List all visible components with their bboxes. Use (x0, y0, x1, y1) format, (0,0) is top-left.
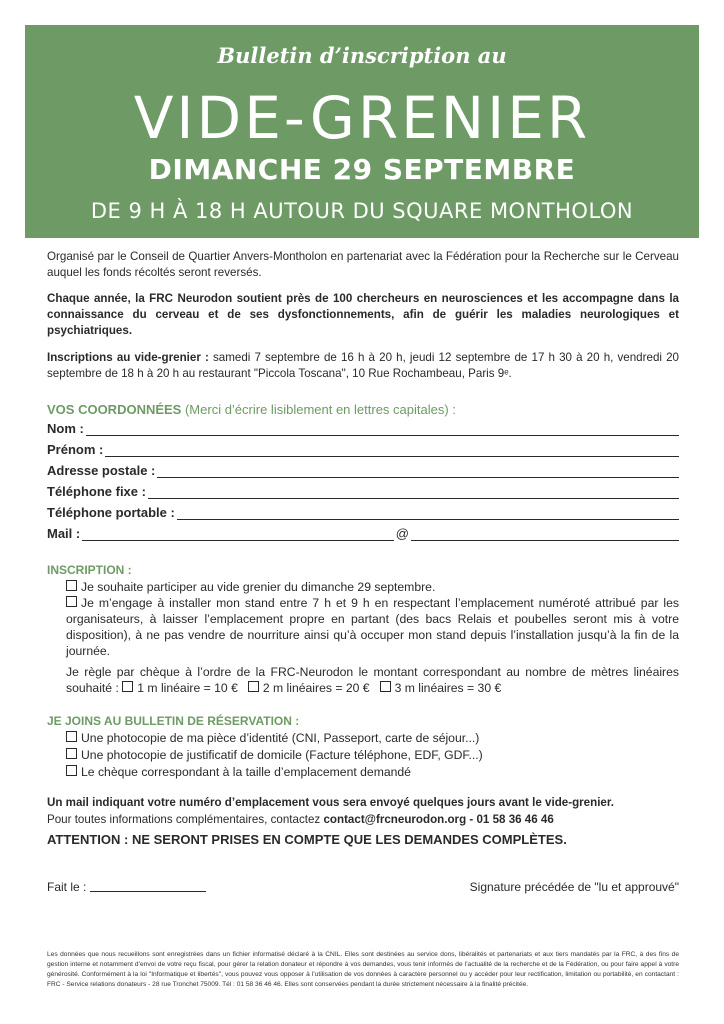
joins-item-domicile[interactable] (66, 747, 679, 763)
mail-notice: Un mail indiquant votre numéro d’emplacement vous sera envoyé quelques jours avant le vide-grenier. (47, 796, 614, 809)
fait-le[interactable] (47, 880, 206, 894)
intro-frc: Chaque année, la FRC Neurodon soutient près de 100 chercheurs en neurosciences et les accompagne dans la connaissance du cerveau et de ses dysfonctionnements, afin de guérir les maladies neurologiques et psychiatriques. (47, 292, 679, 337)
nom-line[interactable] (86, 423, 679, 436)
joins-title: JE JOINS AU BULLETIN DE RÉSERVATION : (47, 714, 300, 728)
header-hours: DE 9 H À 18 H AUTOUR DU SQUARE MONTHOLON (90, 199, 634, 223)
contact-phone: - 01 58 36 46 46 (466, 813, 554, 826)
tel-portable-line[interactable] (177, 507, 679, 520)
checkbox[interactable] (122, 681, 133, 692)
fait-le-line[interactable] (90, 880, 206, 892)
coordonnees-title (47, 402, 456, 417)
mail-label: Mail : (47, 526, 81, 541)
tel-portable-field[interactable] (47, 502, 679, 520)
prenom-label: Prénom : (47, 442, 104, 457)
coordonnees-title-text: VOS COORDONNÉES (47, 402, 182, 417)
inscription-check-engagement[interactable] (66, 595, 679, 659)
inscription-title: INSCRIPTION : (47, 563, 132, 577)
header-date: DIMANCHE 29 SEPTEMBRE (148, 153, 576, 186)
nom-field[interactable] (47, 418, 679, 436)
joins-item-cheque[interactable] (66, 764, 679, 780)
tel-fixe-line[interactable] (148, 486, 679, 499)
legal-notice: Les données que nous recueillons sont enregistrées dans un fichier informatisé déclaré à la CNIL. Elles sont destinées au service dons, libéralités et partenariats et aux tiers mandatés par la FRC, à des fins de gestion interne et notamment d’envoi de votre reçu fiscal, pour gérer la relation donateur et répondre à vos demandes, vous tenir informés de l’actualité de la recherche et de la Fédération, ou pour faire appel à votre générosité. Conformément à la loi "Informatique et libertés", vous pouvez vous opposer à l’utilisation de vos données à caractère personnel ou y accéder pour leur rectification, limitation ou portabilité, en contactant : FRC - Service relations donateurs - 28 rue Tronchet 75009. Tél : 01 58 36 46 46. Elles sont conservées pendant la durée strictement nécessaire à la finalité précitée. (47, 951, 679, 988)
mail-line-user[interactable] (82, 528, 394, 541)
inscriptions-text: samedi 7 septembre de 16 h à 20 h, jeudi 12 septembre de 17 h 30 à 20 h, vendredi 20 septembre de 18 h à 20 h au restaurant "Piccola Toscana", 10 Rue Rochambeau, Paris 9ᵉ. (47, 351, 679, 380)
check2-text: Je m’engage à installer mon stand entre 7 h et 9 h en respectant l’emplacement numéroté attribué par les organisateurs, à laisser l’emplacement propre en partant (des bacs Relais et poubelles seront mis à votre disposition), à ne pas vendre de nourriture ainsi qu’à occuper mon stand depuis l’installation jusqu’à la fin de la journée. (66, 596, 679, 658)
payment-text: Je règle par chèque à l’ordre de la FRC-Neurodon le montant correspondant au nombre de mètres linéaires souhaité : (66, 665, 679, 695)
option-2m-label: 2 m linéaires = 20 € (262, 681, 370, 695)
checkbox[interactable] (66, 765, 77, 776)
check1-text: Je souhaite participer au vide grenier du dimanche 29 septembre. (81, 580, 436, 594)
coordonnees-note: (Merci d’écrire lisiblement en lettres capitales) : (181, 402, 456, 417)
mail-at-sign: @ (395, 526, 409, 541)
tel-fixe-label: Téléphone fixe : (47, 484, 146, 499)
joins-item1-text: Une photocopie de ma pièce d’identité (CNI, Passeport, carte de séjour...) (81, 731, 480, 745)
mail-line-domain[interactable] (411, 528, 679, 541)
signature-label: Signature précédée de "lu et approuvé" (469, 880, 679, 894)
checkbox[interactable] (66, 596, 77, 607)
fait-le-label: Fait le : (47, 880, 87, 894)
contact-email[interactable]: contact@frcneurodon.org (323, 813, 467, 826)
option-2m[interactable] (248, 681, 370, 695)
checkbox[interactable] (66, 731, 77, 742)
prenom-field[interactable] (47, 439, 679, 457)
tel-portable-label: Téléphone portable : (47, 505, 175, 520)
mail-field[interactable] (47, 523, 679, 541)
checkbox[interactable] (380, 681, 391, 692)
intro-inscriptions (47, 350, 679, 382)
attention-notice: ATTENTION : NE SERONT PRISES EN COMPTE QUE LES DEMANDES COMPLÈTES. (47, 832, 567, 847)
payment-block (66, 664, 679, 696)
prenom-line[interactable] (105, 444, 679, 457)
option-1m[interactable] (122, 681, 238, 695)
option-1m-label: 1 m linéaire = 10 € (137, 681, 238, 695)
tel-fixe-field[interactable] (47, 481, 679, 499)
header-subtitle: Bulletin d’inscription au (217, 43, 507, 68)
joins-item2-text: Une photocopie de justificatif de domicile (Facture téléphone, EDF, GDF...) (81, 748, 483, 762)
joins-item-identity[interactable] (66, 730, 679, 746)
adresse-label: Adresse postale : (47, 463, 156, 478)
adresse-field[interactable] (47, 460, 679, 478)
header-banner (25, 25, 699, 238)
contact-prefix: Pour toutes informations complémentaires, contactez (47, 813, 324, 826)
option-3m[interactable] (380, 681, 502, 695)
checkbox[interactable] (66, 748, 77, 759)
inscriptions-label: Inscriptions au vide-grenier : (47, 351, 209, 364)
nom-label: Nom : (47, 421, 84, 436)
checkbox[interactable] (248, 681, 259, 692)
intro-organized: Organisé par le Conseil de Quartier Anvers-Montholon en partenariat avec la Fédération pour la Recherche sur le Cerveau auquel les fonds récoltés seront reversés. (47, 250, 679, 279)
contact-line (47, 812, 679, 828)
adresse-line[interactable] (157, 465, 679, 478)
header-title: VIDE-GRENIER (133, 84, 591, 152)
option-3m-label: 3 m linéaires = 30 € (394, 681, 502, 695)
checkbox[interactable] (66, 580, 77, 591)
joins-item3-text: Le chèque correspondant à la taille d’emplacement demandé (81, 765, 411, 779)
inscription-check-participate[interactable] (66, 579, 679, 595)
